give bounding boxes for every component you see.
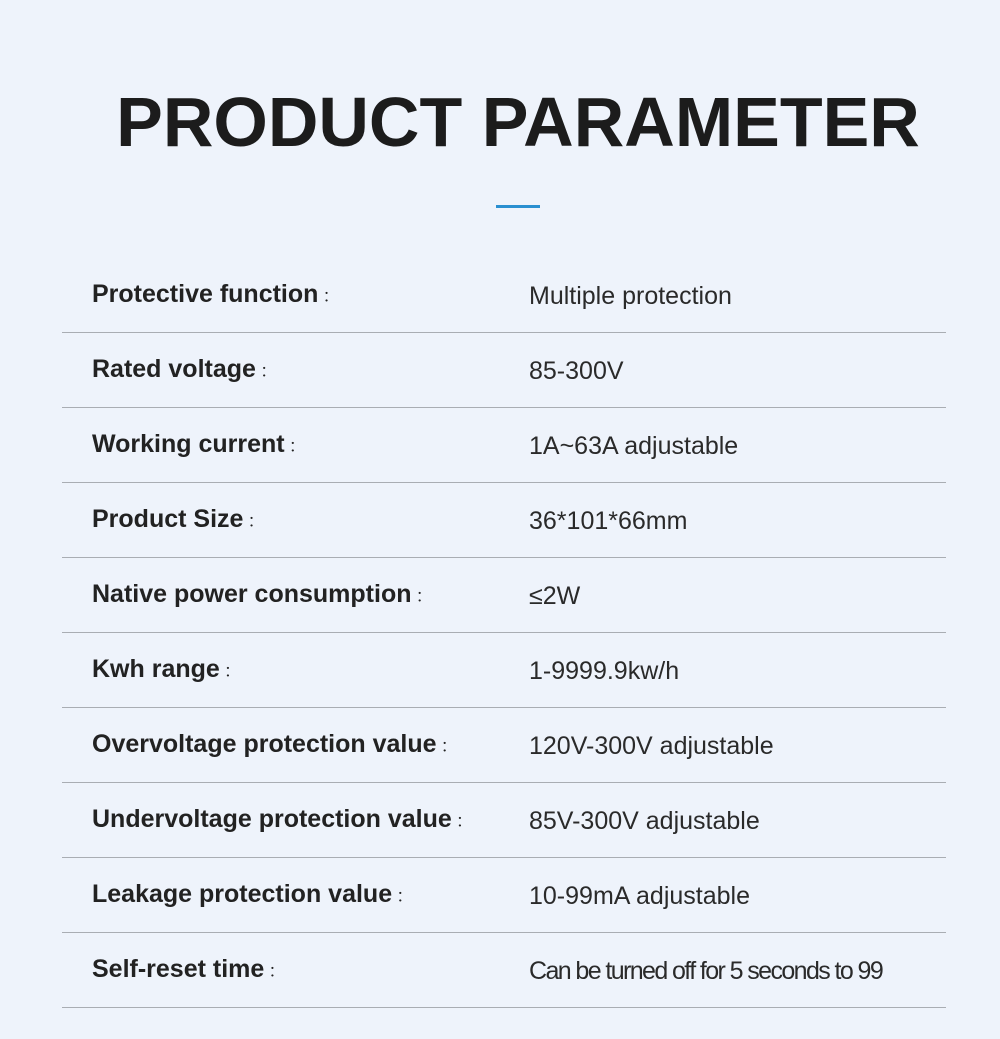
table-row — [62, 333, 946, 408]
parameter-label: Overvoltage protection value ： — [92, 730, 459, 758]
parameter-value: 120V-300V adjustable — [529, 732, 774, 760]
table-row — [62, 858, 946, 933]
parameter-label: Product Size ： — [92, 505, 266, 533]
table-row — [62, 708, 946, 783]
table-row — [62, 783, 946, 858]
parameter-value: 1A~63A adjustable — [529, 432, 739, 460]
parameter-label: Kwh range ： — [92, 655, 242, 683]
page-title: PRODUCT PARAMETER — [116, 83, 920, 161]
parameter-value: 85-300V — [529, 357, 624, 385]
parameter-value: 36*101*66mm — [529, 507, 688, 535]
table-row — [62, 633, 946, 708]
parameter-value: Can be turned off for 5 seconds to 99 — [529, 957, 883, 985]
parameter-label: Self-reset time ： — [92, 955, 287, 983]
parameter-value: Multiple protection — [529, 282, 732, 310]
parameter-label: Protective function ： — [92, 280, 341, 308]
parameter-label: Undervoltage protection value ： — [92, 805, 474, 833]
parameter-label: Working current ： — [92, 430, 307, 458]
table-row — [62, 558, 946, 633]
table-row — [62, 483, 946, 558]
parameter-table — [62, 258, 946, 1008]
parameter-label: Rated voltage ： — [92, 355, 278, 383]
parameter-value: ≤2W — [529, 582, 581, 610]
table-row — [62, 933, 946, 1008]
table-row — [62, 258, 946, 333]
parameter-value: 10-99mA adjustable — [529, 882, 750, 910]
parameter-label: Native power consumption ： — [92, 580, 434, 608]
parameter-value: 85V-300V adjustable — [529, 807, 760, 835]
parameter-label: Leakage protection value ： — [92, 880, 415, 908]
table-row — [62, 408, 946, 483]
title-underline — [496, 205, 540, 208]
parameter-value: 1-9999.9kw/h — [529, 657, 680, 685]
